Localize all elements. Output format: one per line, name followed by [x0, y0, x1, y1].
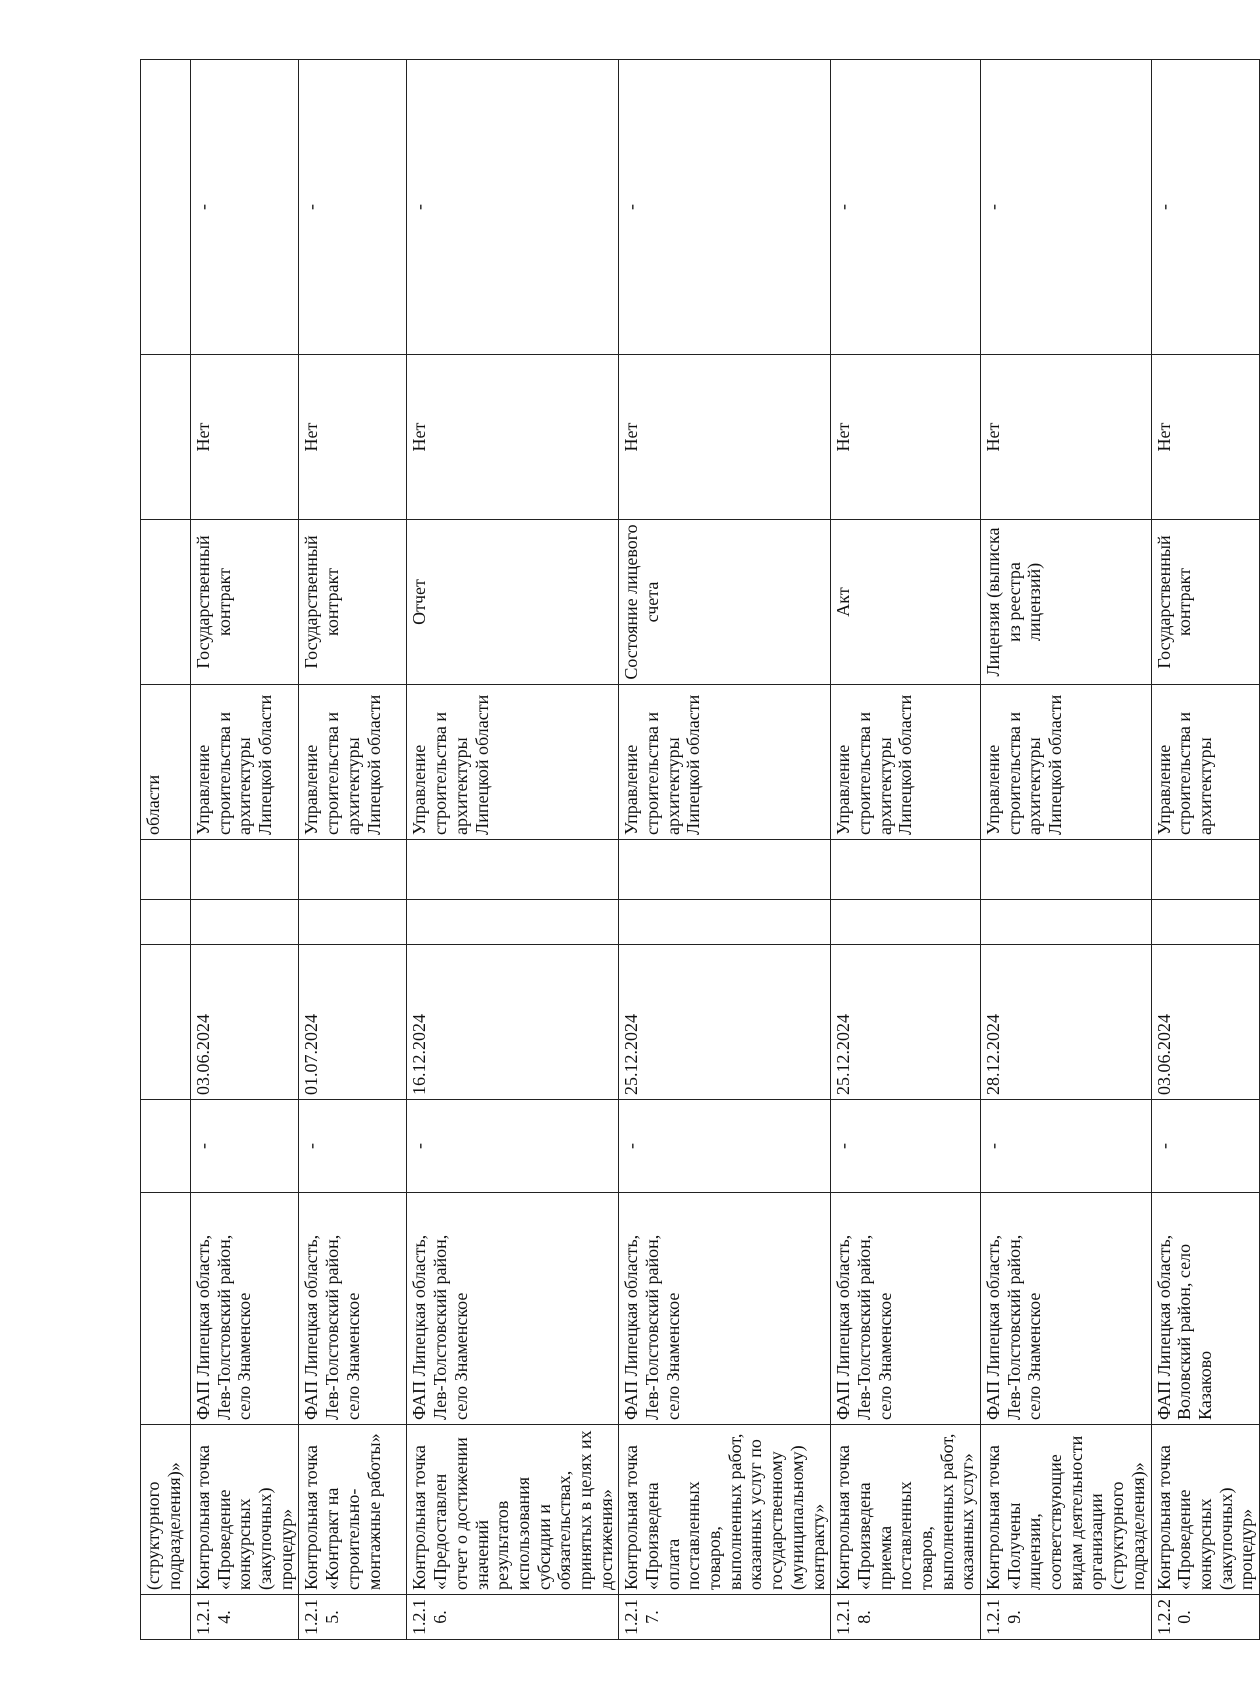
control-points-table [140, 59, 1260, 1640]
table-row [407, 60, 619, 1640]
document-type-cell: Акт [831, 520, 981, 685]
empty-cell-7 [191, 840, 299, 900]
last-column-cell: - [407, 60, 619, 355]
cont-c6-cell [141, 900, 191, 945]
info-system-cell: Нет [831, 355, 981, 520]
last-column-cell: - [191, 60, 299, 355]
responsible-org-cell: Управление строительства и архитектуры Липецкой области [407, 685, 619, 840]
info-system-cell: Нет [1151, 355, 1259, 520]
cont-info-cell [141, 355, 191, 520]
last-column-cell: - [981, 60, 1152, 355]
column-4-cell: - [981, 1100, 1152, 1193]
table-row [191, 60, 299, 1640]
control-point-name-cell: Контрольная точка «Предоставлен отчет о достижении значений результатов использования субсидии и обязательствах, принятых в целях их достижения» [407, 1425, 619, 1595]
last-column-cell: - [299, 60, 407, 355]
cont-doc-cell [141, 520, 191, 685]
row-number-cell: 1.2.17. [619, 1595, 831, 1640]
column-4-cell: - [299, 1100, 407, 1193]
column-4-cell: - [407, 1100, 619, 1193]
table-row [1151, 60, 1259, 1640]
row-number-cell: 1.2.14. [191, 1595, 299, 1640]
document-type-cell: Государственный контракт [1151, 520, 1259, 685]
location-cell: ФАП Липецкая область, Лев-Толстовский район, село Знаменское [981, 1193, 1152, 1425]
info-system-cell: Нет [299, 355, 407, 520]
location-cell: ФАП Липецкая область, Лев-Толстовский район, село Знаменское [191, 1193, 299, 1425]
last-column-cell: - [831, 60, 981, 355]
control-point-name-cell: Контрольная точка «Проведение конкурсных (закупочных) процедур» [191, 1425, 299, 1595]
document-type-cell: Отчет [407, 520, 619, 685]
document-type-cell: Лицензия (выписка из реестра лицензий) [981, 520, 1152, 685]
location-cell: ФАП Липецкая область, Лев-Толстовский район, село Знаменское [407, 1193, 619, 1425]
table-row [619, 60, 831, 1640]
last-column-cell: - [1151, 60, 1259, 355]
empty-cell-7 [407, 840, 619, 900]
cont-date-cell [141, 945, 191, 1100]
control-point-name-cell: Контрольная точка «Проведение конкурсных (закупочных) процедур» [1151, 1425, 1259, 1595]
table-row [981, 60, 1152, 1640]
responsible-org-cell: Управление строительства и архитектуры Липецкой области [191, 685, 299, 840]
info-system-cell: Нет [407, 355, 619, 520]
date-cell: 25.12.2024 [619, 945, 831, 1100]
empty-cell-6 [1151, 900, 1259, 945]
responsible-org-cell: Управление строительства и архитектуры [1151, 685, 1259, 840]
location-cell: ФАП Липецкая область, Лев-Толстовский район, село Знаменское [619, 1193, 831, 1425]
row-number-cell: 1.2.15. [299, 1595, 407, 1640]
row-number-cell: 1.2.19. [981, 1595, 1152, 1640]
row-number-cell: 1.2.16. [407, 1595, 619, 1640]
column-4-cell: - [831, 1100, 981, 1193]
empty-cell-7 [981, 840, 1152, 900]
cont-last-cell [141, 60, 191, 355]
row-number-cell: 1.2.18. [831, 1595, 981, 1640]
responsible-org-cell: Управление строительства и архитектуры Липецкой области [299, 685, 407, 840]
empty-cell-7 [1151, 840, 1259, 900]
document-type-cell: Государственный контракт [191, 520, 299, 685]
continuation-row [141, 60, 191, 1640]
location-cell: ФАП Липецкая область, Воловский район, село Казаково [1151, 1193, 1259, 1425]
date-cell: 01.07.2024 [299, 945, 407, 1100]
empty-cell-7 [831, 840, 981, 900]
control-point-name-cell: Контрольная точка «Контракт на строительно-монтажные работы» [299, 1425, 407, 1595]
empty-cell-6 [981, 900, 1152, 945]
control-point-name-cell: Контрольная точка «Произведена оплата поставленных товаров, выполненных работ, оказанных услуг по государственному (муниципальному) контракту» [619, 1425, 831, 1595]
column-4-cell: - [619, 1100, 831, 1193]
info-system-cell: Нет [191, 355, 299, 520]
cont-name-cell: (структурного подразделения)» [141, 1425, 191, 1595]
document-type-cell: Состояние лицевого счета [619, 520, 831, 685]
date-cell: 28.12.2024 [981, 945, 1152, 1100]
date-cell: 25.12.2024 [831, 945, 981, 1100]
document-type-cell: Государственный контракт [299, 520, 407, 685]
location-cell: ФАП Липецкая область, Лев-Толстовский район, село Знаменское [831, 1193, 981, 1425]
table-row [831, 60, 981, 1640]
cont-num-cell [141, 1595, 191, 1640]
empty-cell-7 [619, 840, 831, 900]
info-system-cell: Нет [981, 355, 1152, 520]
empty-cell-6 [191, 900, 299, 945]
responsible-org-cell: Управление строительства и архитектуры Липецкой области [831, 685, 981, 840]
table-row [299, 60, 407, 1640]
row-number-cell: 1.2.20. [1151, 1595, 1259, 1640]
column-4-cell: - [191, 1100, 299, 1193]
control-point-name-cell: Контрольная точка «Произведена приемка поставленных товаров, выполненных работ, оказанных услуг» [831, 1425, 981, 1595]
responsible-org-cell: Управление строительства и архитектуры Липецкой области [619, 685, 831, 840]
date-cell: 16.12.2024 [407, 945, 619, 1100]
cont-c4-cell [141, 1100, 191, 1193]
date-cell: 03.06.2024 [1151, 945, 1259, 1100]
empty-cell-7 [299, 840, 407, 900]
control-point-name-cell: Контрольная точка «Получены лицензии, соответствующие видам деятельности организации (структурного подразделения)» [981, 1425, 1152, 1595]
cont-org-cell: области [141, 685, 191, 840]
cont-c7-cell [141, 840, 191, 900]
cont-location-cell [141, 1193, 191, 1425]
empty-cell-6 [619, 900, 831, 945]
info-system-cell: Нет [619, 355, 831, 520]
date-cell: 03.06.2024 [191, 945, 299, 1100]
rotated-page [140, 60, 1257, 1640]
empty-cell-6 [407, 900, 619, 945]
empty-cell-6 [299, 900, 407, 945]
last-column-cell: - [619, 60, 831, 355]
empty-cell-6 [831, 900, 981, 945]
responsible-org-cell: Управление строительства и архитектуры Липецкой области [981, 685, 1152, 840]
column-4-cell: - [1151, 1100, 1259, 1193]
location-cell: ФАП Липецкая область, Лев-Толстовский район, село Знаменское [299, 1193, 407, 1425]
